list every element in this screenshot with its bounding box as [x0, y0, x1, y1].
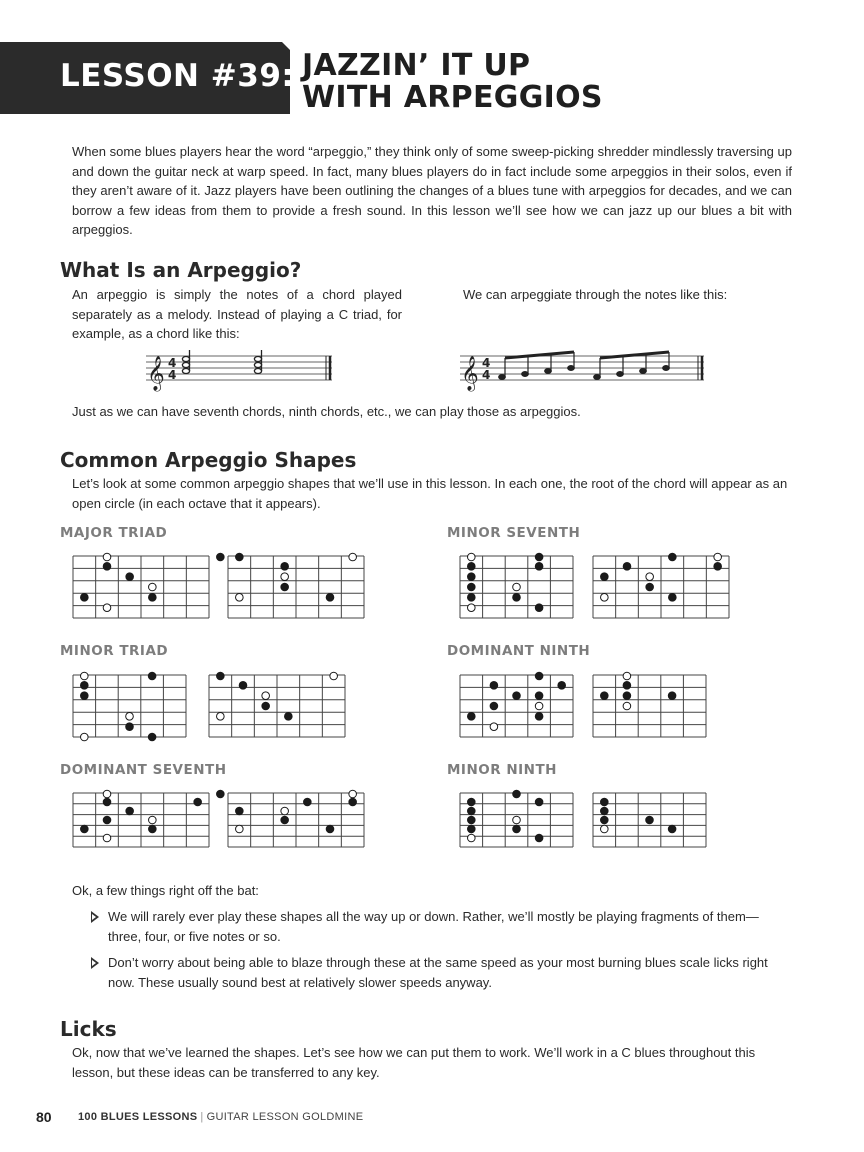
note-filled-dot — [236, 553, 244, 561]
note-filled-dot — [468, 816, 476, 824]
root-note-open-circle — [103, 553, 111, 561]
treble-clef: 𝄞 — [147, 356, 165, 391]
footer-series-name: GUITAR LESSON GOLDMINE — [206, 1111, 364, 1123]
fretboard-dominant-seventh-2 — [227, 790, 365, 850]
note-filled-dot — [714, 563, 722, 571]
note-filled-dot — [236, 807, 244, 815]
heading-what-is-arpeggio: What Is an Arpeggio? — [60, 258, 302, 282]
note-filled-dot — [558, 682, 566, 690]
note-filled-dot — [468, 798, 476, 806]
time-signature-bottom: 4 — [168, 368, 177, 382]
note-filled-dot — [513, 825, 521, 833]
note-filled-dot — [535, 692, 543, 700]
note-filled-dot — [149, 594, 157, 602]
note-filled-dot — [646, 816, 654, 824]
lesson-title-line-1: JAZZIN’ IT UP — [302, 48, 531, 83]
root-note-open-circle — [513, 583, 521, 591]
heading-common-shapes: Common Arpeggio Shapes — [60, 448, 357, 472]
root-note-open-circle — [103, 790, 111, 798]
label-major-triad: MAJOR TRIAD — [60, 525, 168, 541]
note-filled-dot — [217, 553, 225, 561]
note-filled-dot — [468, 583, 476, 591]
note-filled-dot — [217, 790, 225, 798]
note-filled-dot — [126, 723, 134, 731]
arpeggiate-text: We can arpeggiate through the notes like this: — [463, 287, 728, 302]
time-signature-top: 4 — [168, 356, 177, 370]
note-filled-dot — [468, 563, 476, 571]
note-filled-dot — [623, 682, 631, 690]
root-note-open-circle — [217, 713, 225, 721]
bullet-text-1: We will rarely ever play these shapes all the way up or down. Rather, we’ll mostly be playing fragments of them—three, four, or five notes or so. — [108, 909, 759, 944]
bullet-arrow-icon — [91, 957, 99, 969]
root-note-open-circle — [490, 723, 498, 731]
root-note-open-circle — [126, 713, 134, 721]
note-filled-dot — [349, 798, 357, 806]
note-filled-dot — [326, 825, 334, 833]
root-note-open-circle — [349, 553, 357, 561]
root-note-open-circle — [81, 672, 89, 680]
note-filled-dot — [126, 807, 134, 815]
note-filled-dot — [149, 825, 157, 833]
note-filled-dot — [513, 594, 521, 602]
treble-clef: 𝄞 — [461, 356, 479, 391]
note-filled-dot — [217, 672, 225, 680]
lesson-title-line-2: WITH ARPEGGIOS — [302, 80, 603, 115]
root-note-open-circle — [81, 733, 89, 741]
note-filled-dot — [623, 692, 631, 700]
seventh-chords-text: Just as we can have seventh chords, ninth chords, etc., we can play those as arpeggios. — [72, 404, 581, 419]
note-filled-dot — [103, 816, 111, 824]
fretboard-minor-ninth-1 — [459, 790, 574, 850]
root-note-open-circle — [468, 834, 476, 842]
root-note-open-circle — [468, 553, 476, 561]
label-minor-triad: MINOR TRIAD — [60, 643, 169, 659]
label-minor-seventh: MINOR SEVENTH — [447, 525, 581, 541]
note-filled-dot — [126, 573, 134, 581]
note-filled-dot — [601, 692, 609, 700]
root-note-open-circle — [535, 702, 543, 710]
root-note-open-circle — [513, 816, 521, 824]
note-filled-dot — [513, 692, 521, 700]
note-filled-dot — [148, 672, 156, 680]
note-filled-dot — [103, 563, 111, 571]
bullet-text-2: Don’t worry about being able to blaze through these at the same speed as your most burning blues scale licks right now. These usually sound best at relatively slower speeds anyway. — [108, 955, 768, 990]
note-filled-dot — [285, 713, 293, 721]
note-filled-dot — [490, 702, 498, 710]
label-dominant-ninth: DOMINANT NINTH — [447, 643, 591, 659]
note-filled-dot — [468, 825, 476, 833]
root-note-open-circle — [103, 604, 111, 612]
footer-book-title: 100 BLUES LESSONS | GUITAR LESSON GOLDMINE — [78, 1111, 364, 1123]
note-filled-dot — [535, 604, 543, 612]
fretboard-dominant-seventh-1 — [72, 790, 210, 850]
note-filled-dot — [535, 798, 543, 806]
note-filled-dot — [668, 692, 676, 700]
bullet-arrow-icon — [91, 911, 99, 923]
note-filled-dot — [535, 834, 543, 842]
fretboard-minor-triad-2 — [208, 672, 346, 740]
root-note-open-circle — [468, 604, 476, 612]
root-note-open-circle — [281, 807, 289, 815]
fretboard-major-triad-1 — [72, 553, 210, 621]
root-note-open-circle — [714, 553, 722, 561]
time-signature-bottom: 4 — [482, 368, 491, 382]
note-filled-dot — [601, 573, 609, 581]
intro-paragraph: When some blues players hear the word “arpeggio,” they think only of some sweep-picking shredder mindlessly traversing up and down the guitar neck at warp speed. In fact, many blues players do in fact include some arpeggios in their solos, even if they aren’t aware of it. Jazz players have been outlining the changes of a blues tune with arpeggios for decades, and we can borrow a few ideas from them to provide a fresh sound. In this lesson we’ll see how we can jazz up our blues a bit with arpeggios. — [72, 144, 792, 237]
note-filled-dot — [601, 798, 609, 806]
root-note-open-circle — [623, 702, 631, 710]
note-filled-dot — [281, 583, 289, 591]
fretboard-minor-ninth-2 — [592, 790, 707, 850]
staff-chord-notation — [140, 350, 335, 396]
footer-book-name: 100 BLUES LESSONS — [78, 1111, 198, 1123]
note-filled-dot — [513, 790, 521, 798]
note-filled-dot — [468, 807, 476, 815]
note-filled-dot — [535, 672, 543, 680]
label-dominant-seventh: DOMINANT SEVENTH — [60, 762, 227, 778]
fretboard-minor-triad-1 — [72, 672, 187, 740]
note-filled-dot — [669, 553, 677, 561]
root-note-open-circle — [601, 825, 609, 833]
note-filled-dot — [326, 594, 334, 602]
staff-arpeggio-notation — [460, 350, 710, 396]
page-number: 80 — [36, 1109, 52, 1125]
note-filled-dot — [623, 563, 631, 571]
note-filled-dot — [490, 682, 498, 690]
root-note-open-circle — [236, 594, 244, 602]
note-filled-dot — [669, 594, 677, 602]
note-filled-dot — [81, 594, 89, 602]
root-note-open-circle — [149, 583, 157, 591]
note-filled-dot — [148, 733, 156, 741]
note-filled-dot — [81, 682, 89, 690]
time-signature-top: 4 — [482, 356, 491, 370]
note-filled-dot — [194, 798, 202, 806]
note-filled-dot — [281, 563, 289, 571]
arpeggio-definition-text: An arpeggio is simply the notes of a chord played separately as a melody. Instead of playing a C triad, for example, as a chord like this: — [72, 287, 402, 341]
note-filled-dot — [262, 702, 270, 710]
label-minor-ninth: MINOR NINTH — [447, 762, 557, 778]
root-note-open-circle — [281, 573, 289, 581]
root-note-open-circle — [349, 790, 357, 798]
root-note-open-circle — [623, 672, 631, 680]
note-filled-dot — [668, 825, 676, 833]
note-filled-dot — [281, 816, 289, 824]
fretboard-dominant-ninth-2 — [592, 672, 707, 740]
note-filled-dot — [81, 692, 89, 700]
note-filled-dot — [468, 594, 476, 602]
note-filled-dot — [646, 583, 654, 591]
root-note-open-circle — [103, 834, 111, 842]
root-note-open-circle — [149, 816, 157, 824]
note-filled-dot — [601, 816, 609, 824]
fretboard-minor-seventh-2 — [592, 553, 730, 621]
fretboard-minor-seventh-1 — [459, 553, 574, 621]
fretboard-dominant-ninth-1 — [459, 672, 574, 740]
heading-licks: Licks — [60, 1017, 117, 1041]
fretboard-major-triad-2 — [227, 553, 365, 621]
note-filled-dot — [103, 798, 111, 806]
note-filled-dot — [304, 798, 312, 806]
note-filled-dot — [535, 553, 543, 561]
note-filled-dot — [468, 573, 476, 581]
root-note-open-circle — [646, 573, 654, 581]
note-filled-dot — [81, 825, 89, 833]
lesson-number: LESSON #39: — [60, 58, 295, 94]
root-note-open-circle — [262, 692, 270, 700]
root-note-open-circle — [330, 672, 338, 680]
licks-text: Ok, now that we’ve learned the shapes. Let’s see how we can put them to work. We’ll work in a C blues throughout this lesson, but these ideas can be transferred to any key. — [72, 1045, 756, 1080]
root-note-open-circle — [601, 594, 609, 602]
note-filled-dot — [601, 807, 609, 815]
shapes-intro-text: Let’s look at some common arpeggio shapes that we’ll use in this lesson. In each one, the root of the chord will appear as an open circle (in each octave that it appears). — [72, 476, 788, 511]
note-filled-dot — [535, 563, 543, 571]
note-filled-dot — [239, 682, 247, 690]
note-filled-dot — [535, 713, 543, 721]
root-note-open-circle — [236, 825, 244, 833]
notes-intro: Ok, a few things right off the bat: — [72, 883, 259, 898]
note-filled-dot — [468, 713, 476, 721]
